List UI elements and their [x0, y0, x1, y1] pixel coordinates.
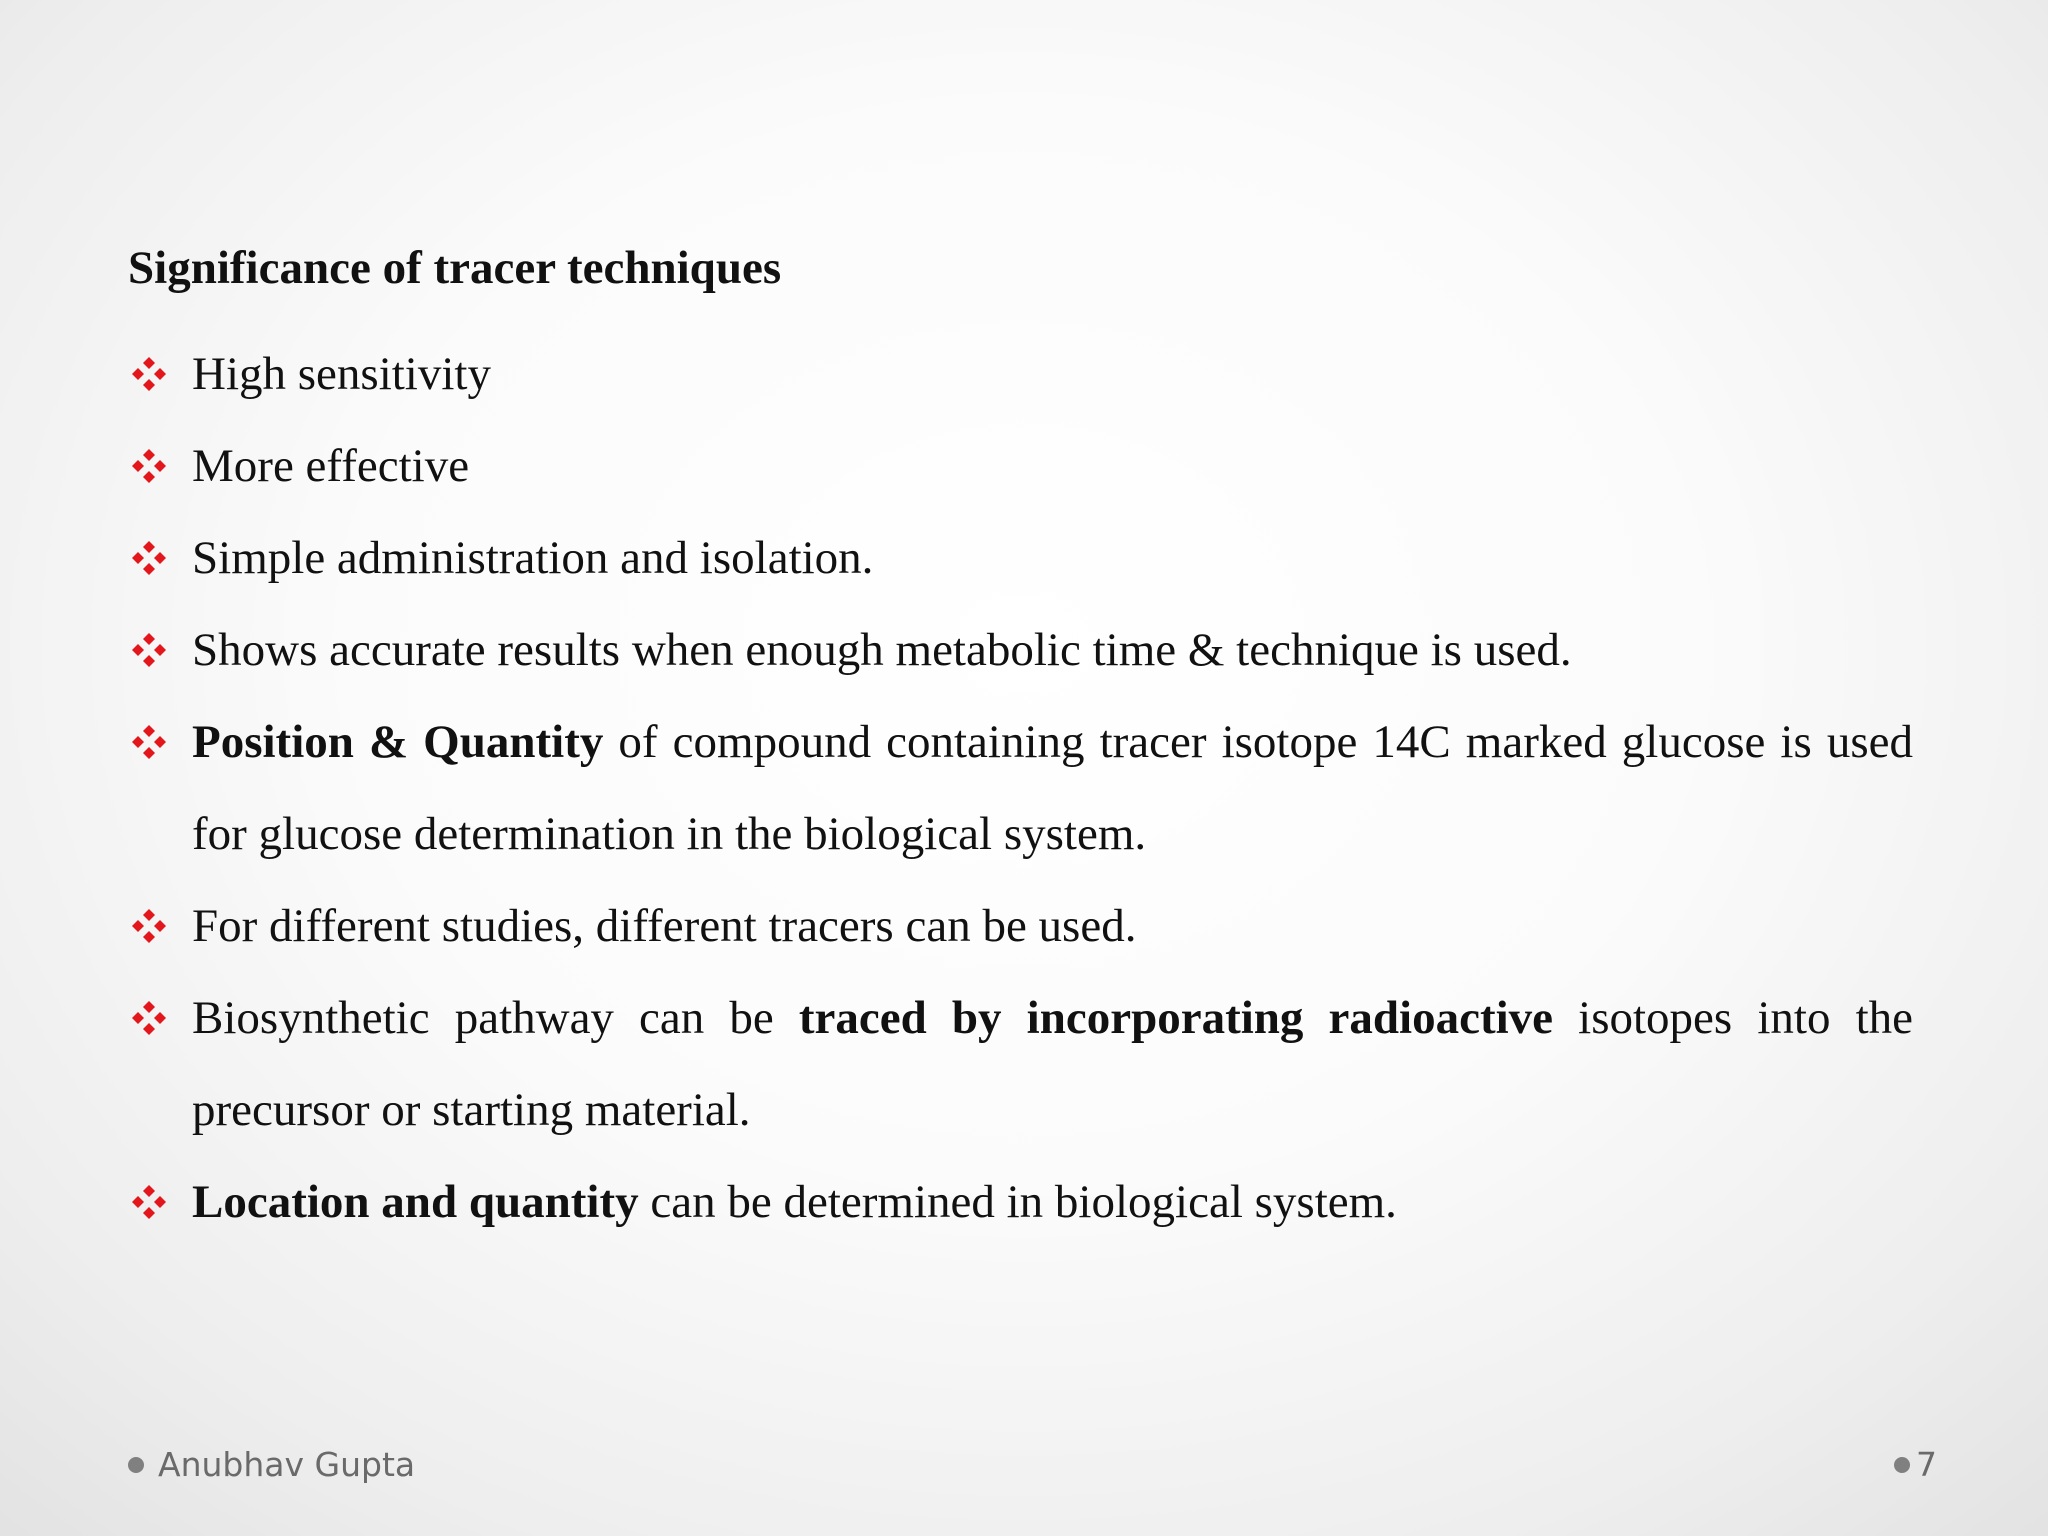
footer-page-dot-icon [1894, 1457, 1910, 1473]
bullet-text: of compound containing tracer isotope 14C marked glucose is used for glucose determination in the biological system. [192, 716, 1913, 860]
bullet-text-bold: Location and quantity [192, 1176, 639, 1228]
four-diamond-bullet-icon [130, 725, 168, 759]
footer-author: Anubhav Gupta [158, 1445, 416, 1484]
four-diamond-bullet-icon [130, 633, 168, 667]
four-diamond-bullet-icon [130, 909, 168, 943]
bullet-list [128, 328, 1913, 1248]
slide-heading: Significance of tracer techniques [128, 242, 782, 294]
bullet-item [128, 696, 1913, 880]
bullet-item [128, 972, 1913, 1156]
bullet-text-bold: Position & Quantity [192, 716, 604, 768]
four-diamond-bullet-icon [130, 1001, 168, 1035]
bullet-text: High sensitivity [192, 348, 491, 400]
page-number: 7 [1916, 1445, 1937, 1484]
bullet-text: Biosynthetic pathway can be [192, 992, 799, 1044]
bullet-text: isotopes into the precursor or starting material. [192, 992, 1913, 1136]
bullet-text: For different studies, different tracers can be used. [192, 900, 1137, 952]
four-diamond-bullet-icon [130, 357, 168, 391]
four-diamond-bullet-icon [130, 541, 168, 575]
bullet-item [128, 512, 1913, 604]
bullet-text: More effective [192, 440, 470, 492]
bullet-item [128, 880, 1913, 972]
four-diamond-bullet-icon [130, 1185, 168, 1219]
bullet-text-bold: traced by incorporating radioactive [798, 992, 1554, 1044]
bullet-text: Simple administration and isolation. [192, 532, 874, 584]
bullet-item [128, 1156, 1913, 1248]
bullet-item [128, 328, 1913, 420]
bullet-text: can be determined in biological system. [638, 1176, 1397, 1228]
footer-author-dot-icon [128, 1457, 144, 1473]
bullet-item [128, 420, 1913, 512]
bullet-item [128, 604, 1913, 696]
four-diamond-bullet-icon [130, 449, 168, 483]
bullet-text: Shows accurate results when enough metabolic time & technique is used. [192, 624, 1572, 676]
